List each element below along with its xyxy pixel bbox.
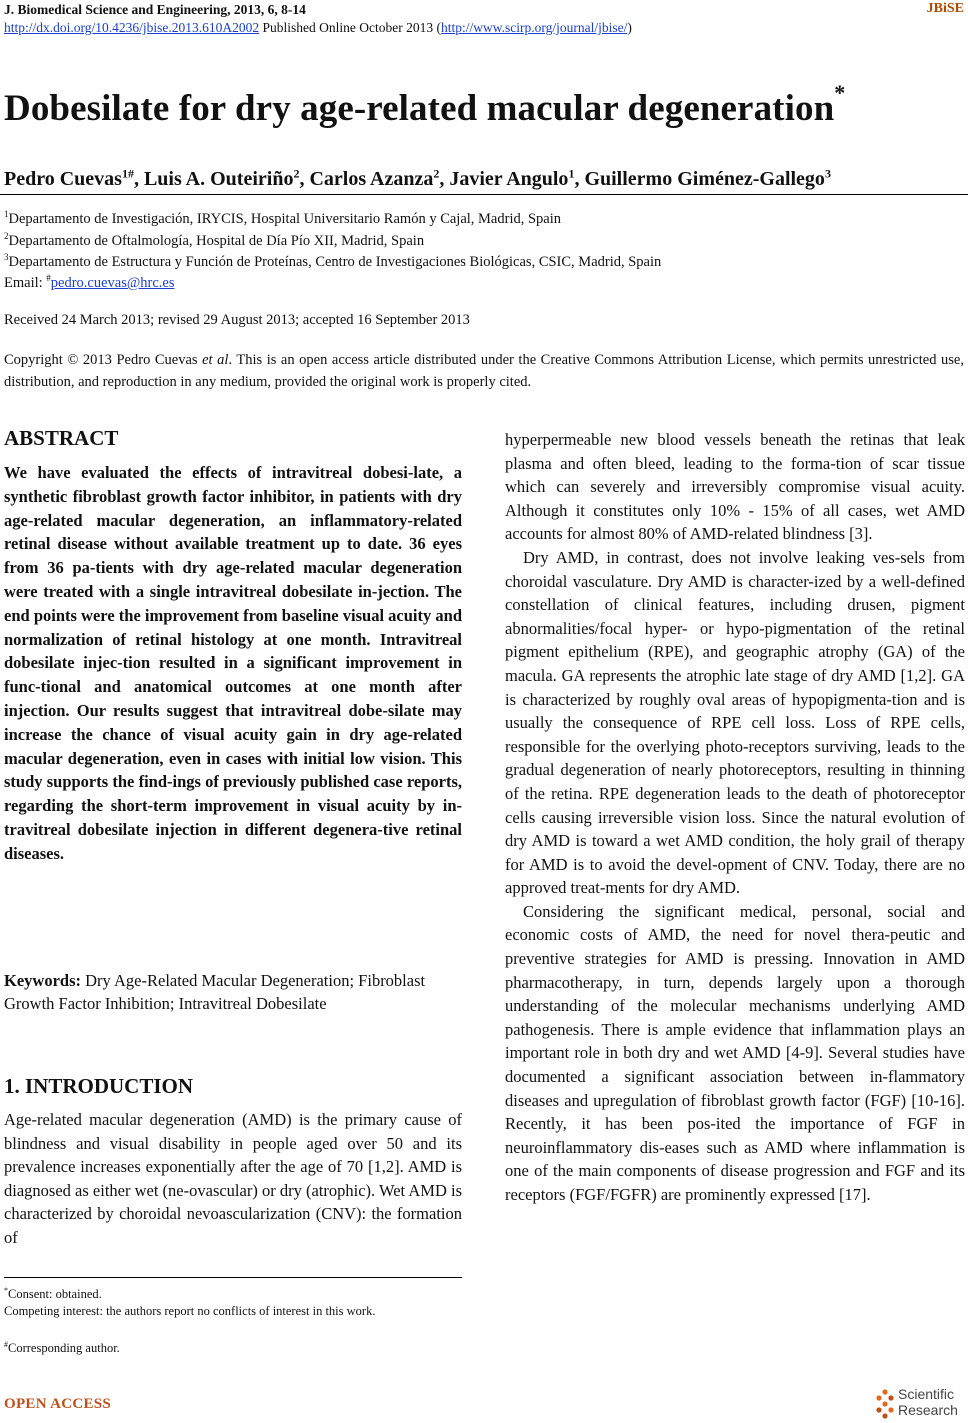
abstract-heading: ABSTRACT <box>4 426 119 450</box>
doi-link[interactable]: http://dx.doi.org/10.4236/jbise.2013.610A2002 <box>4 20 260 35</box>
open-access-label: OPEN ACCESS <box>4 1396 112 1412</box>
running-header <box>4 1 632 37</box>
publisher-logo-icon <box>874 1388 896 1420</box>
author: Guillermo Giménez-Gallego$^3$ <box>584 166 831 190</box>
footnote-divider <box>4 1277 462 1278</box>
journal-abbrev: JBiSE <box>926 1 964 16</box>
published-text: Published Online October 2013 ( <box>262 20 441 35</box>
body-paragraph: Considering the significant medical, personal, social and economic costs of AMD, the need for novel thera-peutic and preventive strategies for AMD is pressing. Innovation in AMD pharmacotherapy, in turn, depends largely upon a thorough understanding of the molecular mechanisms underlying AMD pathogenesis. There is ample evidence that inflammation plays an important role in both dry and wet AMD [4-9]. Several studies have documented a significant association between in-flammatory diseases and upregulation of fibroblast growth factor (FGF) [10-16]. Recently, it has been pos-ited the importance of FGF in neuroinflammatory dis-eases such as AMD where inflammation is one of the main components of disease progression and FGF and its receptors (FGF/FGFR) are prominently expressed [17]. <box>505 901 965 1204</box>
body-paragraph: Dry AMD, in contrast, does not involve leaking ves-sels from choroidal vasculature. Dry AMD is character-ized by a well-defined constellation of clinical features, including drusen, pigment abnormalities/focal hyper- or hypo-pigmentation of the retinal pigment epithelium (RPE), and geographic atrophy (GA) of the macula. GA represents the atrophic late stage of dry AMD [1,2]. GA is characterized by roughly oval areas of hypopigmenta-tion and is usually the consequence of RPE cell loss. Loss of RPE cells, responsible for the overlying photo-receptors surviving, leads to the gradual degeneration of nearly photoreceptors, resulting in thinning of the retina. RPE degeneration leads to the death of photoreceptor cells causing irreversible vision loss. Since the natural evolution of dry AMD is toward a wet AMD condition, the holy grail of therapy for AMD is to avoid the devel-opment of CNV. Today, there are no approved treat-ments for dry AMD. <box>505 547 965 898</box>
author: Javier Angulo$^1$, <box>449 166 585 190</box>
title-text: Dobesilate for dry age-related macular degeneration <box>4 88 835 129</box>
copyright-notice: Copyright © 2013 Pedro Cuevas et al. This is an open access article distributed under the Creative Commons Attribution License, which permits unrestricted use, distribution, and reproduction in any medium, provided the original work is properly cited. <box>4 352 964 390</box>
introduction-heading: 1. INTRODUCTION <box>4 1074 194 1098</box>
affiliation: $^3$Departamento de Estructura y Función de Proteínas, Centro de Investigaciones Biológicas, CSIC, Madrid, Spain <box>4 252 662 270</box>
received-dates: Received 24 March 2013; revised 29 August 2013; accepted 16 September 2013 <box>4 312 470 328</box>
footnote: Competing interest: the authors report no conflicts of interest in this work. <box>4 1304 376 1319</box>
affiliation: $^2$Departamento de Oftalmología, Hospital de Día Pío XII, Madrid, Spain <box>4 231 425 249</box>
author-list <box>4 166 831 191</box>
email-line: Email: #pedro.cuevas@hrc.es <box>4 273 175 291</box>
author: Luis A. Outeiriño$^2$, <box>143 166 310 190</box>
body-paragraph: hyperpermeable new blood vessels beneath the retinas that leak plasma and often bleed, leading to the forma-tion of scar tissue which can severely and irreversibly compromise visual acuity. Although it constitutes only 10% - 15% of all cases, wet AMD accounts for almost 80% of AMD-related blindness [3]. <box>505 430 965 544</box>
publisher-name: Scientific Research <box>898 1386 958 1418</box>
abstract-text: We have evaluated the effects of intravitreal dobesi-late, a synthetic fibroblast growth factor inhibitor, in patients with dry age-related macular degeneration, an inflammatory-related retinal disease without available treatment up to date. 36 eyes from 36 pa-tients with dry age-related macular degeneration were treated with a single intravitreal dobesilate in-jection. The end points were the improvement from baseline visual acuity and normalization of retinal histology at one month. Intravitreal dobesilate injec-tion resulted in a significant improvement in func-tional and anatomical outcomes at one month after injection. Our results suggest that intravitreal dobe-silate may increase the chance of visual acuity gain in dry age-related macular degeneration, even in cases with initial low vision. This study supports the find-ings of previously published case reports, regarding the short-term improvement in visual acuity by in-travitreal dobesilate injection in different degenera-tive retinal diseases. <box>4 463 462 863</box>
journal-link[interactable]: http://www.scirp.org/journal/jbise/ <box>441 20 628 35</box>
title-divider <box>0 194 968 195</box>
title-footnote-mark: * <box>834 80 846 105</box>
keywords-text: Dry Age-Related Macular Degeneration; Fibroblast Growth Factor Inhibition; Intravitreal Dobesilate <box>4 971 426 1013</box>
footnote: #Corresponding author. <box>4 1340 120 1356</box>
email-link[interactable]: pedro.cuevas@hrc.es <box>50 274 175 291</box>
introduction-text: Age-related macular degeneration (AMD) is the primary cause of blindness and visual disability in people aged over 50 and its prevalence increases exponentially after the age of 70 [1,2]. AMD is diagnosed as either wet (ne-ovascular) or dry (atrophic). Wet AMD is characterized by choroidal nevoascularization (CNV): the formation of <box>4 1110 462 1247</box>
journal-citation: J. Biomedical Science and Engineering, 2013, 6, 8-14 <box>4 2 306 17</box>
keywords-label: Keywords: <box>4 971 81 990</box>
footnote: *Consent: obtained. <box>4 1286 102 1302</box>
paper-title <box>4 80 845 130</box>
close-paren: ) <box>627 20 632 35</box>
keywords <box>4 969 462 1015</box>
right-column <box>505 428 965 1207</box>
publisher-logo <box>874 1386 966 1422</box>
affiliation: $^1$Departamento de Investigación, IRYCIS, Hospital Universitario Ramón y Cajal, Madrid, Spain <box>4 209 562 227</box>
author: Pedro Cuevas$^{1\#}$, <box>4 166 144 190</box>
author: Carlos Azanza$^2$, <box>309 166 450 190</box>
